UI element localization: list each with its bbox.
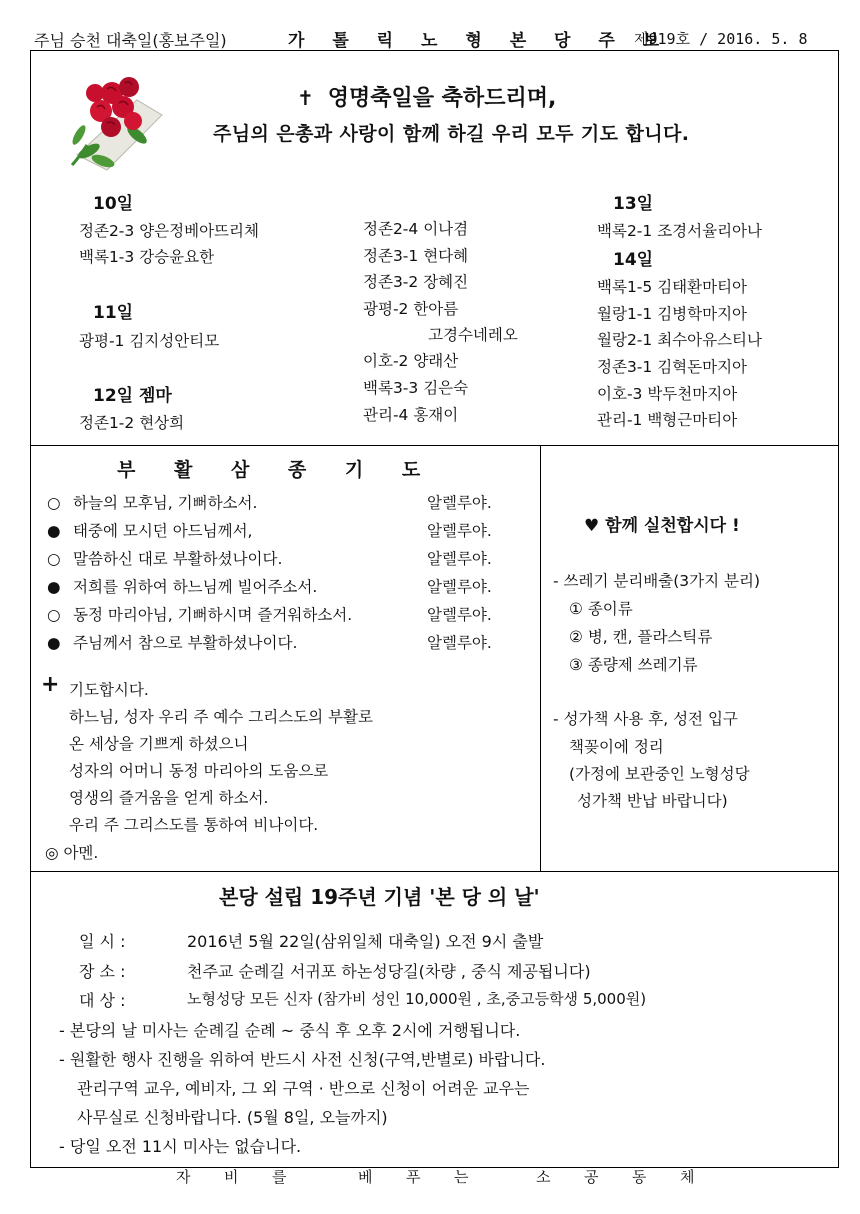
- feast-name: 이호-2 양래산: [363, 352, 459, 370]
- practice-line: ① 종이류: [569, 600, 633, 618]
- event-value: 천주교 순례길 서귀포 하논성당길(차량 , 중식 제공됩니다): [187, 962, 591, 981]
- bulletin-frame: [30, 50, 839, 1168]
- feast-day-heading: 14일: [613, 250, 654, 270]
- practice-line: ② 병, 캔, 플라스틱류: [569, 628, 713, 646]
- practice-line: 성가책 반납 바랍니다): [577, 792, 728, 810]
- feast-name: 월랑2-1 최수아유스티나: [597, 331, 763, 349]
- plus-icon: +: [41, 672, 60, 697]
- feast-day-heading: 12일 젬마: [93, 386, 172, 406]
- greeting-line-2: 주님의 은총과 사랑이 함께 하길 우리 모두 기도 합니다.: [213, 123, 690, 145]
- cross-icon: ✝: [297, 86, 314, 110]
- event-value: 노형성당 모든 신자 (참가비 성인 10,000원 , 초,중고등학생 5,000원): [187, 990, 647, 1008]
- prayer-amen: ◎ 아멘.: [45, 844, 99, 862]
- motto-char: 동: [632, 1168, 647, 1186]
- feast-day-heading: 10일: [93, 194, 134, 214]
- practice-line: (가정에 보관중인 노형성당: [569, 765, 750, 783]
- motto-char: 베: [358, 1168, 373, 1186]
- footer-motto: [30, 1166, 840, 1192]
- prayer-line: ● 태중에 모시던 아드님께서, 알렐루야.: [47, 522, 492, 540]
- feast-name: 정존1-2 현상희: [79, 414, 185, 432]
- practice-line: - 쓰레기 분리배출(3가지 분리): [553, 572, 761, 590]
- feast-day-heading: 13일: [613, 194, 654, 214]
- event-note: - 원활한 행사 진행을 위하여 반드시 사전 신청(구역,반별로) 바랍니다.: [59, 1050, 546, 1069]
- feast-name: 정존2-3 양은정베아뜨리체: [79, 222, 259, 240]
- event-value: 2016년 5월 22일(삼위일체 대축일) 오전 9시 출발: [187, 932, 544, 951]
- occasion-label: 주님 승천 대축일(홍보주일): [34, 31, 227, 50]
- prayer-line: ○ 말씀하신 대로 부활하셨나이다. 알렐루야.: [47, 550, 492, 568]
- practice-line: ③ 종량제 쓰레기류: [569, 656, 698, 674]
- feast-name: 백록1-3 강승윤요한: [79, 248, 215, 266]
- practice-title: ♥ 함께 실천합시다 !: [584, 516, 740, 536]
- feast-name: 백록1-5 김태환마티아: [597, 278, 748, 296]
- motto-char: 소: [536, 1168, 551, 1186]
- feast-name: 광평-2 한아름: [363, 300, 459, 318]
- feast-name: 고경수네레오: [428, 326, 518, 344]
- motto-char: 는: [454, 1168, 469, 1186]
- event-note: - 당일 오전 11시 미사는 없습니다.: [59, 1137, 302, 1156]
- feast-name: 관리-1 백형근마티아: [597, 411, 738, 429]
- practice-line: - 성가책 사용 후, 성전 입구: [553, 710, 738, 728]
- prayer-line: ● 주님께서 참으로 부활하셨나이다. 알렐루야.: [47, 634, 492, 652]
- feast-name: 광평-1 김지성안티모: [79, 332, 220, 350]
- section-divider: [31, 871, 838, 872]
- prayer-line: ○ 하늘의 모후님, 기뻐하소서. 알렐루야.: [47, 494, 492, 512]
- event-note: - 본당의 날 미사는 순례길 순례 ~ 중식 후 오후 2시에 거행됩니다.: [59, 1021, 521, 1040]
- motto-char: 를: [272, 1168, 287, 1186]
- motto-char: 푸: [406, 1168, 421, 1186]
- section-divider: [31, 445, 838, 446]
- feast-name: 이호-3 박두천마지아: [597, 385, 738, 403]
- bulletin-title: 가 톨 릭 노 형 본 당 주 보: [288, 31, 671, 51]
- greeting-line-1: ✝ 영명축일을 축하드리며,: [297, 86, 557, 111]
- column-divider: [540, 445, 541, 871]
- prayer-title: 부 활 삼 종 기 도: [117, 459, 437, 481]
- rose-bouquet-image: [67, 65, 167, 175]
- feast-name: 정존2-4 이나겸: [363, 220, 469, 238]
- heart-icon: ♥: [584, 516, 600, 536]
- feast-name: 백록2-1 조경서율리아나: [597, 222, 763, 240]
- prayer-line: ○ 동정 마리아님, 기뻐하시며 즐거워하소서. 알렐루야.: [47, 606, 492, 624]
- practice-line: 책꽂이에 정리: [569, 738, 664, 756]
- prayer-invite: 기도합시다.: [69, 681, 149, 699]
- motto-char: 자: [176, 1168, 191, 1186]
- event-label: 일 시 :: [79, 932, 126, 951]
- feast-name: 정존3-1 김혁돈마지아: [597, 358, 748, 376]
- event-label: 장 소 :: [79, 962, 126, 981]
- event-label: 대 상 :: [79, 991, 126, 1010]
- motto-char: 비: [224, 1168, 239, 1186]
- feast-name: 정존3-1 현다혜: [363, 247, 469, 265]
- issue-number: 제919호 / 2016. 5. 8: [634, 30, 808, 48]
- event-title: 본당 설립 19주년 기념 '본 당 의 날': [219, 885, 540, 909]
- motto-char: 공: [584, 1168, 599, 1186]
- prayer-body-line: 성자의 어머니 동정 마리아의 도움으로: [69, 762, 329, 780]
- motto-char: 체: [680, 1168, 695, 1186]
- event-note: 사무실로 신청바랍니다. (5월 8일, 오늘까지): [77, 1108, 388, 1127]
- feast-name: 관리-4 홍재이: [363, 406, 459, 424]
- feast-name: 월랑1-1 김병학마지아: [597, 305, 748, 323]
- feast-day-heading: 11일: [93, 303, 134, 323]
- prayer-body-line: 우리 주 그리스도를 통하여 비나이다.: [69, 816, 319, 834]
- feast-name: 정존3-2 장혜진: [363, 273, 469, 291]
- event-note: 관리구역 교우, 예비자, 그 외 구역 · 반으로 신청이 어려운 교우는: [77, 1079, 530, 1098]
- feast-name: 백록3-3 김은숙: [363, 379, 469, 397]
- bulletin-header: [30, 26, 840, 52]
- prayer-body-line: 하느님, 성자 우리 주 예수 그리스도의 부활로: [69, 708, 374, 726]
- prayer-body-line: 온 세상을 기쁘게 하셨으니: [69, 735, 249, 753]
- prayer-body-line: 영생의 즐거움을 얻게 하소서.: [69, 789, 269, 807]
- prayer-line: ● 저희를 위하여 하느님께 빌어주소서. 알렐루야.: [47, 578, 492, 596]
